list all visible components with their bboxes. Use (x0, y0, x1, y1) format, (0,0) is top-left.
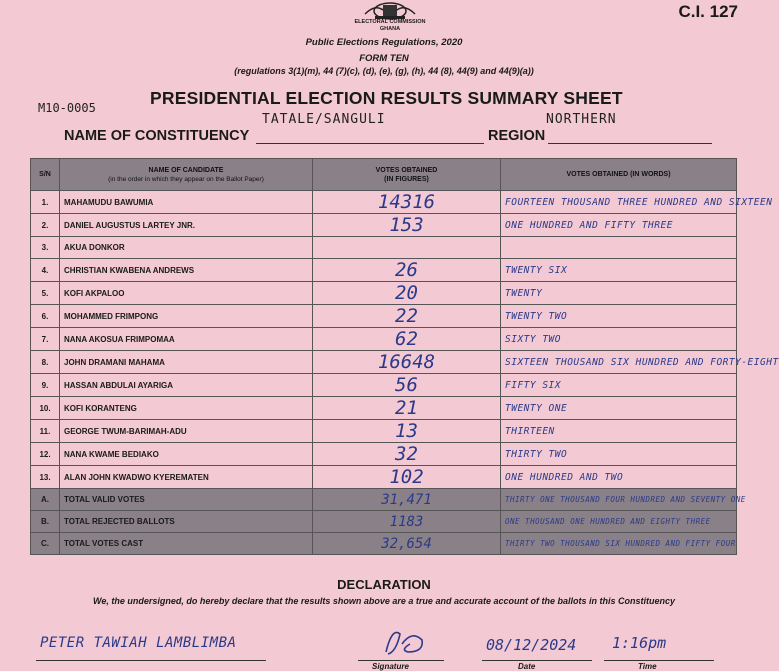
declaration-time: 1:16pm (612, 634, 667, 652)
table-row (31, 237, 737, 259)
votes-figures: 16648 (313, 351, 501, 374)
votes-figures: 14316 (313, 191, 501, 214)
votes-figures (313, 237, 501, 259)
time-line (604, 660, 714, 661)
votes-words: SIXTY TWO (501, 328, 737, 351)
date-line (482, 660, 592, 661)
constituency-value: TATALE/SANGULI (262, 112, 386, 127)
officer-name: PETER TAWIAH LAMBLIMBA (40, 635, 237, 651)
votes-words: SIXTEEN THOUSAND SIX HUNDRED AND FORTY-EIGHT (501, 351, 737, 374)
table-row (31, 466, 737, 489)
votes-words: FOURTEEN THOUSAND THREE HUNDRED AND SIXTEEN (501, 191, 737, 214)
header-figures-note: (IN FIGURES) (384, 175, 429, 183)
candidate-name: NANA KWAME BEDIAKO (60, 443, 313, 466)
header-sn: S/N (31, 159, 60, 191)
constituency-label: NAME OF CONSTITUENCY (64, 128, 250, 144)
candidate-name: NANA AKOSUA FRIMPOMAA (60, 328, 313, 351)
candidate-name: AKUA DONKOR (60, 237, 313, 259)
summary-row (31, 489, 737, 511)
votes-figures: 32 (313, 443, 501, 466)
row-sn: 1. (31, 191, 60, 214)
table-row (31, 191, 737, 214)
candidate-name: MAHAMUDU BAWUMIA (60, 191, 313, 214)
serial-number: M10-0005 (38, 101, 96, 115)
votes-figures: 62 (313, 328, 501, 351)
declaration-date: 08/12/2024 (486, 636, 577, 654)
coat-of-arms-icon (355, 0, 425, 20)
votes-words: ONE HUNDRED AND FIFTY THREE (501, 214, 737, 237)
summary-row (31, 511, 737, 533)
votes-words: FIFTY SIX (501, 374, 737, 397)
votes-words: ONE THOUSAND ONE HUNDRED AND EIGHTY THREE (501, 511, 737, 533)
votes-figures: 26 (313, 259, 501, 282)
candidate-name: TOTAL REJECTED BALLOTS (60, 511, 313, 533)
candidate-name: DANIEL AUGUSTUS LARTEY JNR. (60, 214, 313, 237)
row-sn: C. (31, 533, 60, 555)
region-label: REGION (488, 128, 546, 144)
declaration-text: We, the undersigned, do hereby declare that the results shown above are a true and accurate account of the ballots in this Constituency (93, 596, 675, 606)
votes-words: TWENTY TWO (501, 305, 737, 328)
votes-words: TWENTY (501, 282, 737, 305)
row-sn: 4. (31, 259, 60, 282)
candidate-name: CHRISTIAN KWABENA ANDREWS (60, 259, 313, 282)
table-row (31, 305, 737, 328)
votes-figures: 102 (313, 466, 501, 489)
header-candidate (60, 159, 313, 191)
candidate-name: KOFI KORANTENG (60, 397, 313, 420)
votes-words: THIRTY TWO (501, 443, 737, 466)
candidate-name: GEORGE TWUM-BARIMAH-ADU (60, 420, 313, 443)
row-sn: 6. (31, 305, 60, 328)
candidate-name: TOTAL VALID VOTES (60, 489, 313, 511)
votes-words: TWENTY SIX (501, 259, 737, 282)
form-name: FORM TEN (359, 53, 409, 64)
table-row (31, 443, 737, 466)
candidate-name: MOHAMMED FRIMPONG (60, 305, 313, 328)
votes-words: THIRTY TWO THOUSAND SIX HUNDRED AND FIFTY FOUR (501, 533, 737, 555)
votes-figures: 56 (313, 374, 501, 397)
header-candidate-note: (in the order in which they appear on the Ballot Paper) (108, 175, 264, 183)
votes-figures: 153 (313, 214, 501, 237)
votes-figures: 22 (313, 305, 501, 328)
table-header-row (31, 159, 737, 191)
row-sn: 5. (31, 282, 60, 305)
row-sn: B. (31, 511, 60, 533)
region-line (548, 143, 712, 144)
header-words: VOTES OBTAINED (IN WORDS) (501, 159, 737, 191)
table-row (31, 214, 737, 237)
region-value: NORTHERN (546, 112, 617, 127)
votes-words: THIRTEEN (501, 420, 737, 443)
summary-row (31, 533, 737, 555)
date-label: Date (518, 662, 536, 671)
form-code: C.I. 127 (678, 2, 738, 21)
table-row (31, 259, 737, 282)
row-sn: 3. (31, 237, 60, 259)
row-sn: 7. (31, 328, 60, 351)
table-row (31, 351, 737, 374)
row-sn: 12. (31, 443, 60, 466)
regulations-list: (regulations 3(1)(m), 44 (7)(c), (d), (e), (g), (h), 44 (8), 44(9) and 44(9)(a)) (234, 66, 534, 76)
candidate-name: TOTAL VOTES CAST (60, 533, 313, 555)
votes-figures: 20 (313, 282, 501, 305)
votes-words: TWENTY ONE (501, 397, 737, 420)
row-sn: 8. (31, 351, 60, 374)
table-row (31, 282, 737, 305)
page-title: PRESIDENTIAL ELECTION RESULTS SUMMARY SHEET (150, 88, 623, 108)
commission-label: ELECTORAL COMMISSION (354, 19, 426, 25)
row-sn: 9. (31, 374, 60, 397)
regulations-title: Public Elections Regulations, 2020 (305, 37, 463, 48)
time-label: Time (638, 662, 657, 671)
votes-words: THIRTY ONE THOUSAND FOUR HUNDRED AND SEVENTY ONE (501, 489, 737, 511)
country-label: GHANA (379, 26, 401, 32)
votes-words: ONE HUNDRED AND TWO (501, 466, 737, 489)
table-row (31, 374, 737, 397)
table-row (31, 397, 737, 420)
row-sn: 13. (31, 466, 60, 489)
votes-words (501, 237, 737, 259)
header-figures (313, 159, 501, 191)
results-table (30, 158, 779, 555)
signature-label: Signature (372, 662, 409, 671)
candidate-name: JOHN DRAMANI MAHAMA (60, 351, 313, 374)
candidate-name: HASSAN ABDULAI AYARIGA (60, 374, 313, 397)
row-sn: 2. (31, 214, 60, 237)
header-figures-label: VOTES OBTAINED (375, 166, 438, 174)
declaration-title: DECLARATION (337, 577, 431, 592)
name-line (36, 660, 266, 661)
row-sn: 10. (31, 397, 60, 420)
votes-figures: 1183 (313, 511, 501, 533)
votes-figures: 13 (313, 420, 501, 443)
signature-line (358, 660, 444, 661)
votes-figures: 21 (313, 397, 501, 420)
constituency-line (256, 143, 484, 144)
table-row (31, 328, 737, 351)
candidate-name: KOFI AKPALOO (60, 282, 313, 305)
votes-figures: 32,654 (313, 533, 501, 555)
table-row (31, 420, 737, 443)
votes-figures: 31,471 (313, 489, 501, 511)
signature-mark (378, 622, 438, 662)
row-sn: 11. (31, 420, 60, 443)
commission-name (330, 19, 450, 33)
row-sn: A. (31, 489, 60, 511)
header-candidate-label: NAME OF CANDIDATE (148, 166, 224, 174)
candidate-name: ALAN JOHN KWADWO KYEREMATEN (60, 466, 313, 489)
